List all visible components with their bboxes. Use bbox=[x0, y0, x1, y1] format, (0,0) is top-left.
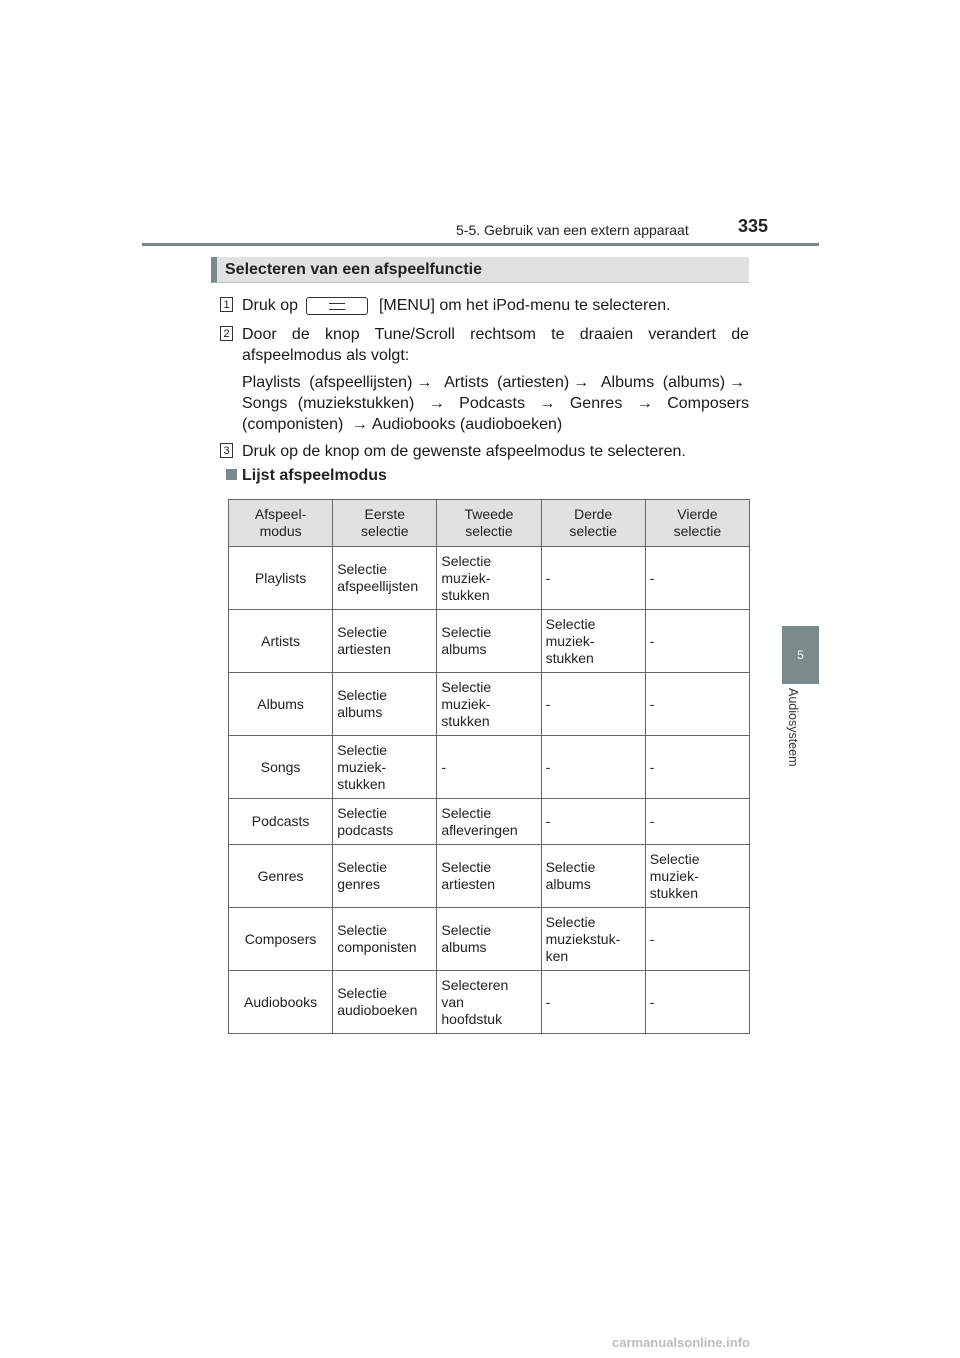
step-text bbox=[242, 295, 749, 316]
arrow-icon: → bbox=[351, 416, 368, 433]
column-header: Afspeel- modus bbox=[229, 500, 333, 547]
mode-item: (componisten) bbox=[242, 416, 344, 433]
row-mode-cell: Genres bbox=[229, 845, 333, 908]
arrow-icon: → bbox=[573, 374, 590, 391]
column-header: Eerste selectie bbox=[333, 500, 437, 547]
table-cell: Selectie muziek- stukken bbox=[645, 845, 749, 908]
table-cell: Selectie artiesten bbox=[437, 845, 541, 908]
step-3 bbox=[220, 441, 749, 462]
sequence-line-2 bbox=[242, 393, 749, 414]
table-cell: - bbox=[541, 673, 645, 736]
table-cell: - bbox=[645, 908, 749, 971]
table-row bbox=[229, 799, 750, 845]
step-text: Druk op de knop om de gewenste afspeelmodus te selecteren. bbox=[242, 443, 686, 460]
table-row bbox=[229, 845, 750, 908]
table-header-row bbox=[229, 500, 750, 547]
table-cell: Selectie audioboeken bbox=[333, 971, 437, 1034]
subheading-text: Lijst afspeelmodus bbox=[242, 467, 387, 484]
step-text-after: [MENU] om het iPod-menu te selecteren. bbox=[378, 297, 671, 314]
sequence-line-3 bbox=[242, 414, 749, 435]
square-bullet-icon bbox=[226, 469, 237, 480]
column-header: Derde selectie bbox=[541, 500, 645, 547]
table-cell: - bbox=[645, 736, 749, 799]
row-mode-cell: Songs bbox=[229, 736, 333, 799]
mode-item: Artists (artiesten) bbox=[444, 374, 570, 391]
running-header: 5-5. Gebruik van een extern apparaat bbox=[456, 222, 689, 238]
table-cell: Selectie podcasts bbox=[333, 799, 437, 845]
step-text bbox=[242, 324, 749, 435]
table-cell: Selectie componisten bbox=[333, 908, 437, 971]
table-cell: - bbox=[645, 673, 749, 736]
table-cell: - bbox=[645, 971, 749, 1034]
table-cell: - bbox=[645, 610, 749, 673]
step-number: 1 bbox=[220, 297, 233, 312]
table-cell: Selectie muziek- stukken bbox=[437, 547, 541, 610]
step-line: afspeelmodus als volgt: bbox=[242, 347, 410, 364]
arrow-icon: → bbox=[428, 395, 445, 412]
arrow-icon: → bbox=[636, 395, 653, 412]
subheading bbox=[226, 467, 387, 485]
row-mode-cell: Albums bbox=[229, 673, 333, 736]
step-number: 3 bbox=[220, 443, 233, 458]
row-mode-cell: Playlists bbox=[229, 547, 333, 610]
table-cell: Selectie genres bbox=[333, 845, 437, 908]
table-cell: - bbox=[437, 736, 541, 799]
chapter-tab bbox=[782, 626, 819, 684]
table-row bbox=[229, 736, 750, 799]
chapter-number: 5 bbox=[797, 648, 804, 662]
mode-item: Playlists (afspeellijsten) bbox=[242, 374, 413, 391]
chapter-label: Audiosysteem bbox=[786, 688, 800, 767]
table-cell: - bbox=[541, 547, 645, 610]
table-cell: Selectie afspeellijsten bbox=[333, 547, 437, 610]
table-cell: - bbox=[645, 547, 749, 610]
section-heading bbox=[211, 257, 749, 283]
column-header: Vierde selectie bbox=[645, 500, 749, 547]
step-2 bbox=[220, 324, 749, 434]
table-cell: Selectie muziek- stukken bbox=[437, 673, 541, 736]
table-cell: Selectie muziekstuk- ken bbox=[541, 908, 645, 971]
menu-button-icon bbox=[306, 297, 368, 315]
arrow-icon: → bbox=[729, 374, 746, 391]
table-cell: Selectie muziek- stukken bbox=[333, 736, 437, 799]
table-row bbox=[229, 547, 750, 610]
arrow-icon: → bbox=[416, 374, 433, 391]
section-heading-text: Selecteren van een afspeelfunctie bbox=[225, 261, 482, 278]
sequence-line-1 bbox=[242, 372, 749, 393]
table-cell: Selectie albums bbox=[437, 610, 541, 673]
row-mode-cell: Podcasts bbox=[229, 799, 333, 845]
table-cell: Selectie artiesten bbox=[333, 610, 437, 673]
table-cell: Selectie albums bbox=[333, 673, 437, 736]
row-mode-cell: Composers bbox=[229, 908, 333, 971]
table-row bbox=[229, 971, 750, 1034]
table-cell: Selecteren van hoofdstuk bbox=[437, 971, 541, 1034]
table-cell: Selectie albums bbox=[541, 845, 645, 908]
column-header: Tweede selectie bbox=[437, 500, 541, 547]
chapter-label-container bbox=[776, 688, 824, 788]
table-row bbox=[229, 673, 750, 736]
table-cell: - bbox=[541, 971, 645, 1034]
table-cell: - bbox=[541, 799, 645, 845]
table-row bbox=[229, 610, 750, 673]
mode-item: Audiobooks (audioboeken) bbox=[371, 416, 563, 433]
table-cell: - bbox=[645, 799, 749, 845]
table-cell: Selectie muziek- stukken bbox=[541, 610, 645, 673]
table-cell: Selectie afleveringen bbox=[437, 799, 541, 845]
step-line: Door de knop Tune/Scroll rechtsom te draaien verandert de bbox=[242, 326, 749, 343]
header-rule bbox=[142, 243, 819, 246]
step-number: 2 bbox=[220, 326, 233, 341]
mode-item: Genres bbox=[569, 395, 623, 412]
arrow-icon: → bbox=[539, 395, 556, 412]
table-row bbox=[229, 908, 750, 971]
mode-item: Podcasts bbox=[459, 395, 525, 412]
table-cell: - bbox=[541, 736, 645, 799]
mode-item: Songs (muziekstukken) bbox=[242, 395, 415, 412]
row-mode-cell: Artists bbox=[229, 610, 333, 673]
step-1 bbox=[220, 295, 749, 316]
watermark: carmanualsonline.info bbox=[612, 1335, 750, 1350]
table-cell: Selectie albums bbox=[437, 908, 541, 971]
mode-item: Composers bbox=[667, 395, 749, 412]
row-mode-cell: Audiobooks bbox=[229, 971, 333, 1034]
page-number: 335 bbox=[738, 216, 769, 236]
playback-mode-table bbox=[228, 499, 750, 1034]
step-text-before: Druk op bbox=[242, 297, 299, 314]
mode-item: Albums (albums) bbox=[600, 374, 726, 391]
